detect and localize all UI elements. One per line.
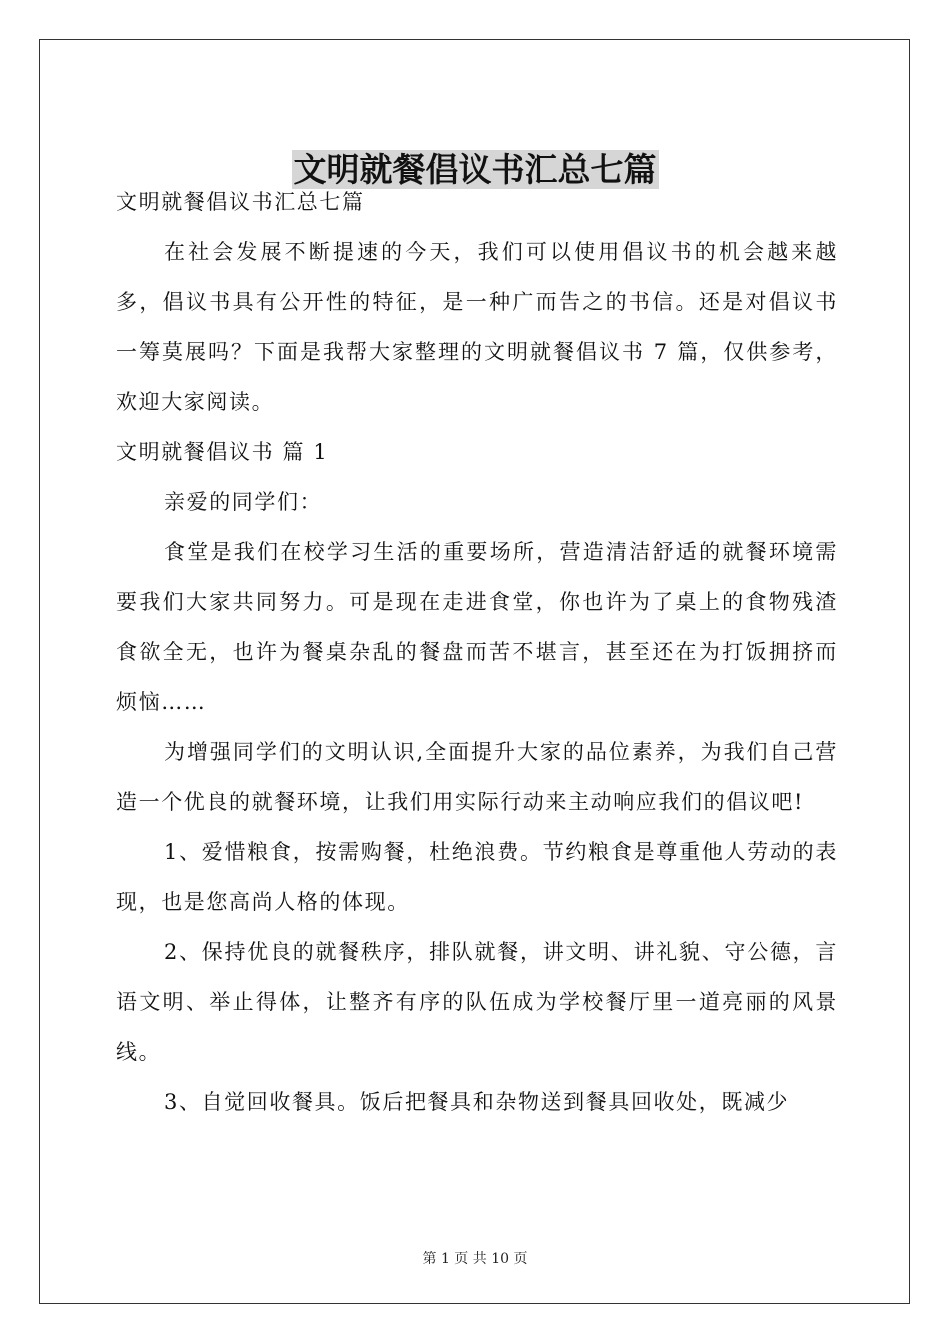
document-title-text: 文明就餐倡议书汇总七篇: [293, 150, 657, 190]
paragraph-body: 为增强同学们的文明认识,全面提升大家的品位素养，为我们自己营造一个优良的就餐环境，让我们用实际行动来主动响应我们的倡议吧!: [116, 740, 838, 814]
page-footer: 第 1 页 共 10 页: [422, 1251, 528, 1267]
paragraph-item-3: 3、自觉回收餐具。饭后把餐具和杂物送到餐具回收处，既减少: [164, 1090, 790, 1114]
paragraph-body: 食堂是我们在校学习生活的重要场所，营造清洁舒适的就餐环境需要我们大家共同努力。可是现在走进食堂，你也许为了桌上的食物残渣食欲全无，也许为餐桌杂乱的餐盘而苦不堪言，甚至还在为打饭拥挤而烦恼……: [116, 540, 838, 714]
paragraph-greeting: 亲爱的同学们：: [164, 490, 323, 514]
document-body: [116, 177, 838, 1127]
section-heading: 文明就餐倡议书 篇 1: [116, 440, 329, 464]
paragraph-intro: 在社会发展不断提速的今天，我们可以使用倡议书的机会越来越多，倡议书具有公开性的特征，是一种广而告之的书信。还是对倡议书一筹莫展吗？下面是我帮大家整理的文明就餐倡议书 7 篇，仅供参考，欢迎大家阅读。: [116, 240, 838, 414]
paragraph-subtitle: 文明就餐倡议书汇总七篇: [116, 190, 365, 214]
paragraph-item-2: 2、保持优良的就餐秩序，排队就餐，讲文明、讲礼貌、守公德，言语文明、举止得体，让整齐有序的队伍成为学校餐厅里一道亮丽的风景线。: [116, 940, 838, 1064]
paragraph-item-1: 1、爱惜粮食，按需购餐，杜绝浪费。节约粮食是尊重他人劳动的表现，也是您高尚人格的体现。: [116, 840, 838, 914]
